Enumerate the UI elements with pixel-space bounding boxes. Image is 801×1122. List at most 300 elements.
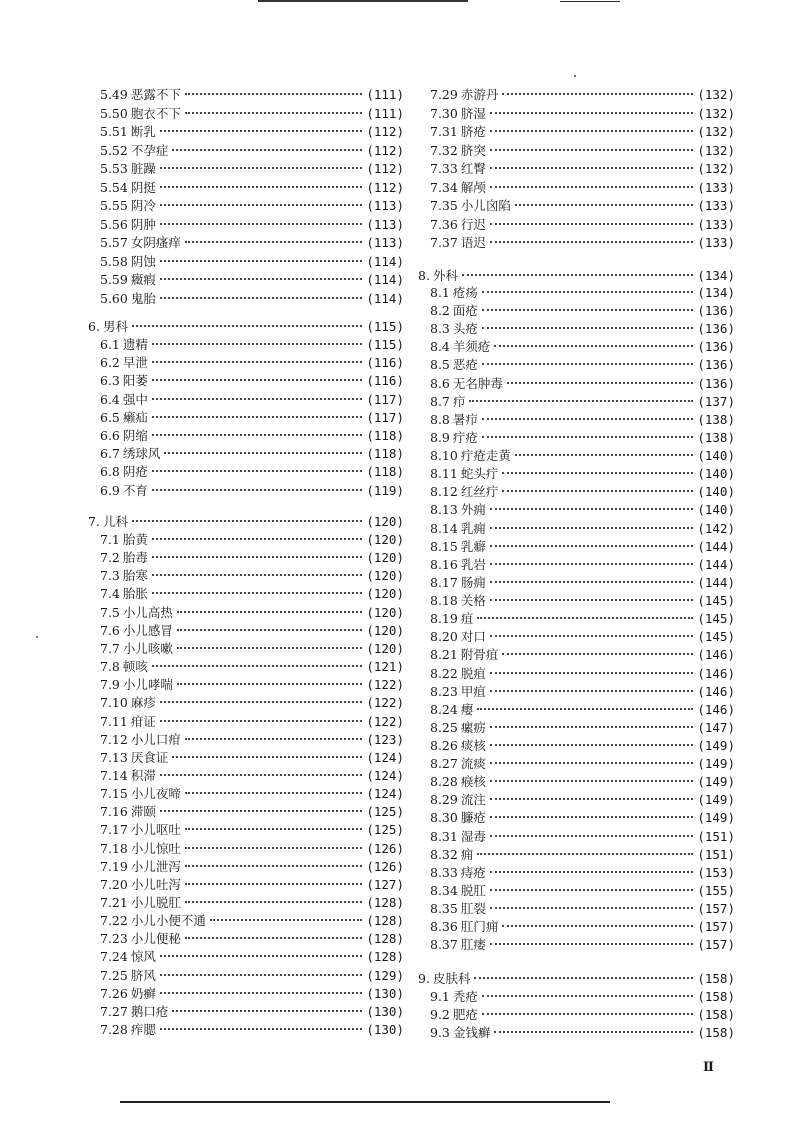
toc-entry[interactable] — [430, 701, 735, 718]
toc-page-number: (134) — [697, 268, 735, 283]
toc-page-number: (113) — [366, 235, 404, 250]
toc-entry-title: 厌食证 — [130, 749, 169, 765]
toc-entry-title: 阴挺 — [130, 179, 156, 195]
toc-dot-leader — [482, 995, 693, 997]
toc-entry-title: 解颅 — [460, 179, 486, 195]
toc-dot-leader — [490, 599, 694, 601]
toc-page-number: (116) — [366, 355, 404, 371]
toc-dot-leader — [482, 291, 693, 293]
toc-page-number: (134) — [697, 285, 735, 300]
toc-entry[interactable] — [430, 338, 735, 355]
toc-entry-number: 8.6 — [430, 375, 450, 391]
toc-entry-title: 早泄 — [122, 355, 148, 371]
toc-page-number: (123) — [366, 731, 404, 747]
toc-entry[interactable] — [430, 773, 735, 790]
toc-dot-leader — [494, 345, 693, 347]
toc-page-number: (126) — [366, 840, 404, 856]
toc-page-number: (133) — [697, 198, 735, 213]
toc-dot-leader — [490, 798, 694, 800]
toc-entry[interactable] — [430, 320, 735, 337]
toc-entry-title: 甲疽 — [460, 683, 486, 699]
toc-entry-title: 暑疖 — [452, 411, 478, 427]
toc-entry-title: 面疮 — [452, 303, 478, 319]
toc-dot-leader — [477, 708, 693, 710]
toc-entry-title: 臁疮 — [460, 810, 486, 826]
toc-entry[interactable] — [430, 809, 735, 826]
toc-entry-number: 7.8 — [100, 659, 120, 675]
toc-entry-title: 皮肤科 — [432, 971, 471, 986]
toc-entry-number: 6.4 — [100, 391, 120, 407]
toc-entry-title: 瘿 — [460, 701, 474, 717]
toc-entry-number: 5.51 — [100, 124, 128, 139]
toc-entry[interactable] — [430, 610, 735, 627]
toc-entry[interactable] — [430, 429, 735, 446]
toc-page-number: (111) — [366, 87, 404, 102]
toc-entry-title: 头疮 — [452, 321, 478, 337]
toc-dot-leader — [502, 93, 693, 95]
toc-entry-title: 恶疮 — [452, 357, 478, 373]
toc-dot-leader — [490, 835, 694, 837]
toc-entry[interactable] — [430, 646, 735, 663]
toc-page-number: (117) — [366, 391, 404, 407]
toc-entry-number: 7.23 — [100, 931, 128, 947]
toc-entry-number: 7.35 — [430, 198, 458, 213]
toc-page-number: (151) — [697, 828, 735, 844]
toc-entry[interactable] — [430, 520, 735, 537]
toc-entry-title: 女阴瘙痒 — [130, 235, 181, 250]
toc-entry-title: 肠痈 — [460, 574, 486, 590]
toc-entry[interactable] — [430, 86, 735, 103]
toc-entry-number: 9.2 — [430, 1007, 450, 1023]
page-folio: Ⅱ — [703, 1060, 714, 1075]
toc-page-number: (114) — [366, 272, 404, 287]
toc-entry[interactable] — [430, 918, 735, 935]
toc-page-number: (118) — [366, 428, 404, 443]
toc-entry[interactable] — [430, 864, 735, 881]
toc-entry-number: 6. — [88, 319, 100, 334]
toc-entry-number: 8.3 — [430, 321, 450, 337]
toc-entry-title: 胎黄 — [122, 532, 148, 547]
toc-entry-title: 断乳 — [130, 124, 156, 139]
toc-dot-leader — [490, 563, 694, 565]
toc-entry-title: 阴缩 — [122, 428, 148, 443]
toc-dot-leader — [482, 436, 693, 438]
toc-page-number: (133) — [697, 179, 735, 195]
toc-entry-title: 疳证 — [130, 713, 156, 729]
toc-page-number: (138) — [697, 429, 735, 445]
toc-entry[interactable] — [430, 1006, 735, 1023]
toc-entry-number: 7.2 — [100, 550, 120, 566]
toc-page-number: (120) — [366, 568, 404, 584]
toc-entry-title: 胎毒 — [122, 550, 148, 566]
toc-page-number: (140) — [697, 502, 735, 518]
toc-entry-title: 积滞 — [130, 767, 156, 783]
toc-entry-number: 7.7 — [100, 640, 120, 656]
toc-entry-number: 6.2 — [100, 355, 120, 371]
toc-dot-leader — [490, 508, 694, 510]
toc-page-number: (146) — [697, 647, 735, 663]
toc-entry-number: 9.1 — [430, 989, 450, 1004]
toc-entry[interactable] — [430, 755, 735, 772]
toc-entry[interactable] — [430, 846, 735, 863]
toc-page-number: (149) — [697, 792, 735, 808]
toc-entry[interactable] — [430, 683, 735, 700]
toc-entry-title: 痰核 — [460, 738, 486, 753]
toc-dot-leader — [490, 889, 694, 891]
toc-entry-number: 8.1 — [430, 285, 450, 300]
toc-entry-title: 儿科 — [102, 514, 128, 529]
toc-entry-title: 秃疮 — [452, 989, 478, 1004]
toc-page-number: (133) — [697, 235, 735, 250]
toc-entry-title: 流注 — [460, 792, 486, 808]
toc-dot-leader — [490, 112, 694, 114]
toc-entry-number: 5.53 — [100, 161, 128, 176]
toc-entry-number: 8.28 — [430, 774, 458, 790]
toc-page-number: (118) — [366, 464, 404, 480]
toc-dot-leader — [490, 780, 694, 782]
toc-page-number: (124) — [366, 767, 404, 783]
toc-entry-title: 乳岩 — [460, 556, 486, 572]
toc-entry-title: 小儿高热 — [122, 604, 173, 620]
toc-entry-title: 遗精 — [122, 337, 148, 352]
toc-entry-title: 小儿囟陷 — [460, 198, 511, 213]
toc-dot-leader — [490, 581, 694, 583]
toc-entry-title: 小儿吐泻 — [130, 876, 181, 892]
toc-dot-leader — [482, 418, 693, 420]
toc-page-number: (157) — [697, 901, 735, 917]
toc-entry-number: 7.26 — [100, 985, 128, 1001]
toc-entry[interactable] — [430, 234, 735, 251]
toc-entry[interactable] — [430, 737, 735, 754]
toc-dot-leader — [477, 853, 693, 855]
toc-entry-title: 乳癖 — [460, 538, 486, 554]
toc-dot-leader — [515, 454, 694, 456]
toc-page-number: (125) — [366, 804, 404, 820]
toc-entry-title: 小儿呕吐 — [130, 822, 181, 838]
toc-page-number: (133) — [697, 216, 735, 232]
toc-page-number: (132) — [697, 142, 735, 158]
toc-page-number: (112) — [366, 124, 404, 139]
toc-entry-number: 7.34 — [430, 179, 458, 195]
toc-entry[interactable] — [430, 160, 735, 177]
toc-entry-title: 瘰疬 — [460, 719, 486, 735]
toc-dot-leader — [490, 545, 694, 547]
toc-entry[interactable] — [430, 447, 735, 464]
toc-entry-number: 5.49 — [100, 87, 128, 102]
toc-dot-leader — [502, 490, 693, 492]
toc-entry-title: 肛瘘 — [460, 937, 486, 953]
toc-page-number: (130) — [366, 1003, 404, 1019]
toc-dot-leader — [502, 472, 693, 474]
toc-entry[interactable] — [430, 556, 735, 573]
toc-entry-number: 5.56 — [100, 216, 128, 232]
toc-entry-number: 8.12 — [430, 484, 458, 500]
toc-page-number: (137) — [697, 393, 735, 409]
toc-page-number: (120) — [366, 622, 404, 638]
toc-entry-number: 8.29 — [430, 792, 458, 808]
toc-page-number: (111) — [366, 105, 404, 121]
toc-page-number: (122) — [366, 695, 404, 711]
toc-entry-number: 8.4 — [430, 339, 450, 355]
toc-entry[interactable] — [430, 302, 735, 319]
toc-dot-leader — [474, 977, 693, 979]
toc-entry-number: 7.33 — [430, 161, 458, 176]
toc-dot-leader — [515, 204, 694, 206]
toc-page-number: (120) — [366, 640, 404, 656]
toc-entry-number: 8.34 — [430, 882, 458, 898]
toc-entry-number: 8. — [418, 268, 430, 283]
toc-entry-number: 6.7 — [100, 446, 120, 462]
toc-entry-title: 小儿脱肛 — [130, 895, 181, 910]
toc-entry[interactable] — [430, 882, 735, 899]
toc-dot-leader — [490, 690, 694, 692]
toc-page-number: (149) — [697, 774, 735, 790]
toc-entry[interactable] — [430, 828, 735, 845]
toc-entry-number: 7.6 — [100, 622, 120, 638]
toc-page-number: (116) — [366, 373, 404, 389]
toc-dot-leader — [494, 1031, 693, 1033]
toc-entry[interactable] — [430, 105, 735, 122]
toc-page-number: (113) — [366, 216, 404, 232]
toc-entry-number: 7.10 — [100, 695, 128, 711]
toc-entry-number: 7.21 — [100, 895, 128, 910]
toc-entry-title: 金钱癣 — [452, 1025, 491, 1041]
toc-entry-title: 小儿泄泻 — [130, 858, 181, 874]
toc-page-number: (120) — [366, 532, 404, 547]
toc-entry-number: 6.5 — [100, 409, 120, 425]
toc-entry-title: 语迟 — [460, 235, 486, 250]
toc-page-number: (146) — [697, 701, 735, 717]
toc-entry[interactable] — [430, 393, 735, 410]
toc-dot-leader — [490, 871, 694, 873]
toc-page-number: (128) — [366, 931, 404, 947]
toc-dot-leader — [502, 925, 693, 927]
toc-entry-number: 5.60 — [100, 290, 128, 306]
toc-entry[interactable] — [430, 936, 735, 953]
toc-entry-number: 8.27 — [430, 756, 458, 772]
toc-entry-title: 阴冷 — [130, 198, 156, 213]
toc-dot-leader — [482, 363, 693, 365]
toc-page-number: (149) — [697, 738, 735, 753]
toc-entry-title: 痄腮 — [130, 1022, 156, 1038]
toc-entry[interactable] — [430, 501, 735, 518]
toc-entry-number: 7.17 — [100, 822, 128, 838]
toc-entry-title: 痈 — [460, 846, 474, 862]
toc-page-number: (158) — [697, 1007, 735, 1023]
toc-entry-title: 小儿咳嗽 — [122, 640, 173, 656]
toc-page-number: (140) — [697, 448, 735, 464]
toc-entry[interactable] — [430, 284, 735, 301]
toc-entry-title: 小儿感冒 — [122, 622, 173, 638]
toc-entry-title: 行迟 — [460, 216, 486, 232]
toc-entry-number: 5.59 — [100, 272, 128, 287]
toc-page-number: (158) — [697, 1025, 735, 1041]
toc-dot-leader — [490, 149, 694, 151]
toc-dot-leader — [490, 816, 694, 818]
toc-entry[interactable] — [430, 791, 735, 808]
toc-entry-number: 7.24 — [100, 949, 128, 965]
toc-entry[interactable] — [430, 483, 735, 500]
toc-entry-title: 不孕症 — [130, 142, 169, 158]
toc-entry[interactable] — [430, 123, 735, 140]
toc-entry-number: 7.18 — [100, 840, 128, 856]
toc-entry[interactable] — [430, 356, 735, 373]
toc-page-number: (132) — [697, 87, 735, 102]
toc-entry-number: 7.3 — [100, 568, 120, 584]
toc-entry-title: 脐湿 — [460, 105, 486, 121]
toc-entry-number: 7.4 — [100, 586, 120, 602]
toc-dot-leader — [490, 762, 694, 764]
toc-entry-title: 小儿惊吐 — [130, 840, 181, 856]
toc-dot-leader — [482, 309, 693, 311]
toc-entry-number: 5.54 — [100, 179, 128, 195]
toc-entry-title: 奶癣 — [130, 985, 156, 1001]
toc-page-number: (136) — [697, 321, 735, 337]
toc-page-number: (158) — [697, 989, 735, 1004]
toc-entry-title: 红丝疔 — [460, 484, 499, 500]
toc-entry-number: 7.28 — [100, 1022, 128, 1038]
toc-page-number: (122) — [366, 677, 404, 693]
toc-entry[interactable] — [430, 628, 735, 645]
toc-entry-number: 8.7 — [430, 393, 450, 409]
toc-entry-number: 8.22 — [430, 665, 458, 681]
toc-entry-title: 脱疽 — [460, 665, 486, 681]
toc-dot-leader — [490, 527, 694, 529]
toc-entry-number: 7. — [88, 514, 100, 529]
toc-entry-title: 小儿夜啼 — [130, 786, 181, 802]
toc-page-number: (128) — [366, 913, 404, 929]
toc-dot-leader — [490, 167, 694, 169]
toc-entry-number: 7.19 — [100, 858, 128, 874]
toc-page-number: (122) — [366, 713, 404, 729]
toc-entry-title: 胞衣不下 — [130, 105, 181, 121]
toc-entry-number: 7.36 — [430, 216, 458, 232]
toc-entry-title: 流痰 — [460, 756, 486, 772]
toc-entry-title: 脐疮 — [460, 124, 486, 139]
toc-section-heading[interactable] — [418, 970, 735, 987]
toc-page-number: (157) — [697, 919, 735, 935]
toc-page-number: (136) — [697, 303, 735, 319]
toc-entry-number: 7.30 — [430, 105, 458, 121]
toc-entry-number: 8.25 — [430, 719, 458, 735]
toc-entry[interactable] — [430, 900, 735, 917]
toc-entry-number: 8.5 — [430, 357, 450, 373]
toc-page-number: (136) — [697, 339, 735, 355]
toc-entry[interactable] — [430, 142, 735, 159]
toc-entry-title: 脐突 — [460, 142, 486, 158]
toc-entry-title: 疽 — [460, 611, 474, 627]
toc-entry-title: 羊须疮 — [452, 339, 491, 355]
toc-entry-number: 6.3 — [100, 373, 120, 389]
toc-page-number: (132) — [697, 105, 735, 121]
toc-page-number: (120) — [366, 586, 404, 602]
toc-entry[interactable] — [430, 179, 735, 196]
toc-entry-title: 小儿口疳 — [130, 731, 181, 747]
toc-page-number: (144) — [697, 574, 735, 590]
toc-entry-number: 7.16 — [100, 804, 128, 820]
toc-dot-leader — [482, 1013, 693, 1015]
toc-page-number: (151) — [697, 846, 735, 862]
toc-entry-title: 绣球风 — [122, 446, 161, 462]
toc-page-number: (112) — [366, 142, 404, 158]
toc-dot-leader — [490, 907, 694, 909]
toc-entry-title: 阴蚀 — [130, 253, 156, 269]
toc-entry-title: 蛇头疔 — [460, 466, 499, 482]
toc-dot-leader — [490, 744, 694, 746]
toc-entry[interactable] — [430, 411, 735, 428]
toc-entry-title: 红臀 — [460, 161, 486, 176]
toc-entry[interactable] — [430, 574, 735, 591]
toc-page-number: (117) — [366, 409, 404, 425]
toc-entry-title: 外科 — [432, 268, 458, 283]
toc-entry-number: 5.50 — [100, 105, 128, 121]
toc-entry-number: 7.9 — [100, 677, 120, 693]
toc-entry-number: 8.24 — [430, 701, 458, 717]
toc-page-number: (158) — [697, 971, 735, 986]
toc-entry-number: 9. — [418, 971, 430, 986]
toc-entry[interactable] — [430, 197, 735, 214]
toc-page-number: (120) — [366, 550, 404, 566]
toc-page-number: (153) — [697, 864, 735, 880]
toc-dot-leader — [490, 943, 694, 945]
toc-page-number: (147) — [697, 719, 735, 735]
toc-entry-title: 惊风 — [130, 949, 156, 965]
toc-entry-number: 8.10 — [430, 448, 458, 464]
toc-page-number: (132) — [697, 161, 735, 176]
toc-page-number: (130) — [366, 985, 404, 1001]
toc-entry-title: 脱肛 — [460, 882, 486, 898]
toc-entry-number: 8.14 — [430, 520, 458, 536]
toc-page-number: (114) — [366, 290, 404, 306]
toc-entry-title: 肥疮 — [452, 1007, 478, 1023]
toc-entry-title: 肛裂 — [460, 901, 486, 917]
toc-entry[interactable] — [430, 465, 735, 482]
toc-page-number: (124) — [366, 749, 404, 765]
toc-entry[interactable] — [430, 1024, 735, 1041]
toc-page-number: (142) — [697, 520, 735, 536]
toc-entry[interactable] — [430, 988, 735, 1005]
toc-entry[interactable] — [430, 719, 735, 736]
toc-entry[interactable] — [430, 538, 735, 555]
toc-entry-number: 7.31 — [430, 124, 458, 139]
toc-entry[interactable] — [430, 216, 735, 233]
toc-entry-number: 7.13 — [100, 749, 128, 765]
toc-page-number: (149) — [697, 756, 735, 772]
toc-entry-number: 8.23 — [430, 683, 458, 699]
toc-entry-title: 癞疝 — [122, 409, 148, 425]
toc-section-heading[interactable] — [418, 267, 735, 284]
toc-entry-number: 8.19 — [430, 611, 458, 627]
toc-dot-leader — [490, 241, 694, 243]
toc-page-number: (125) — [366, 822, 404, 838]
toc-entry-title: 小儿哮喘 — [122, 677, 173, 693]
toc-entry-number: 8.17 — [430, 574, 458, 590]
toc-entry-number: 6.8 — [100, 464, 120, 480]
toc-entry-number: 7.14 — [100, 767, 128, 783]
toc-dot-leader — [462, 274, 693, 276]
toc-entry[interactable] — [430, 665, 735, 682]
toc-entry-number: 7.29 — [430, 87, 458, 102]
toc-page-number: (119) — [366, 482, 404, 498]
toc-page-number: (145) — [697, 593, 735, 609]
toc-entry-title: 癥瘕 — [130, 272, 156, 287]
toc-entry-title: 小儿小便不通 — [130, 913, 206, 929]
toc-page-number: (138) — [697, 411, 735, 427]
toc-page-number: (140) — [697, 466, 735, 482]
toc-entry-title: 鬼胎 — [130, 290, 156, 306]
toc-entry[interactable] — [430, 592, 735, 609]
toc-entry[interactable] — [430, 375, 735, 392]
